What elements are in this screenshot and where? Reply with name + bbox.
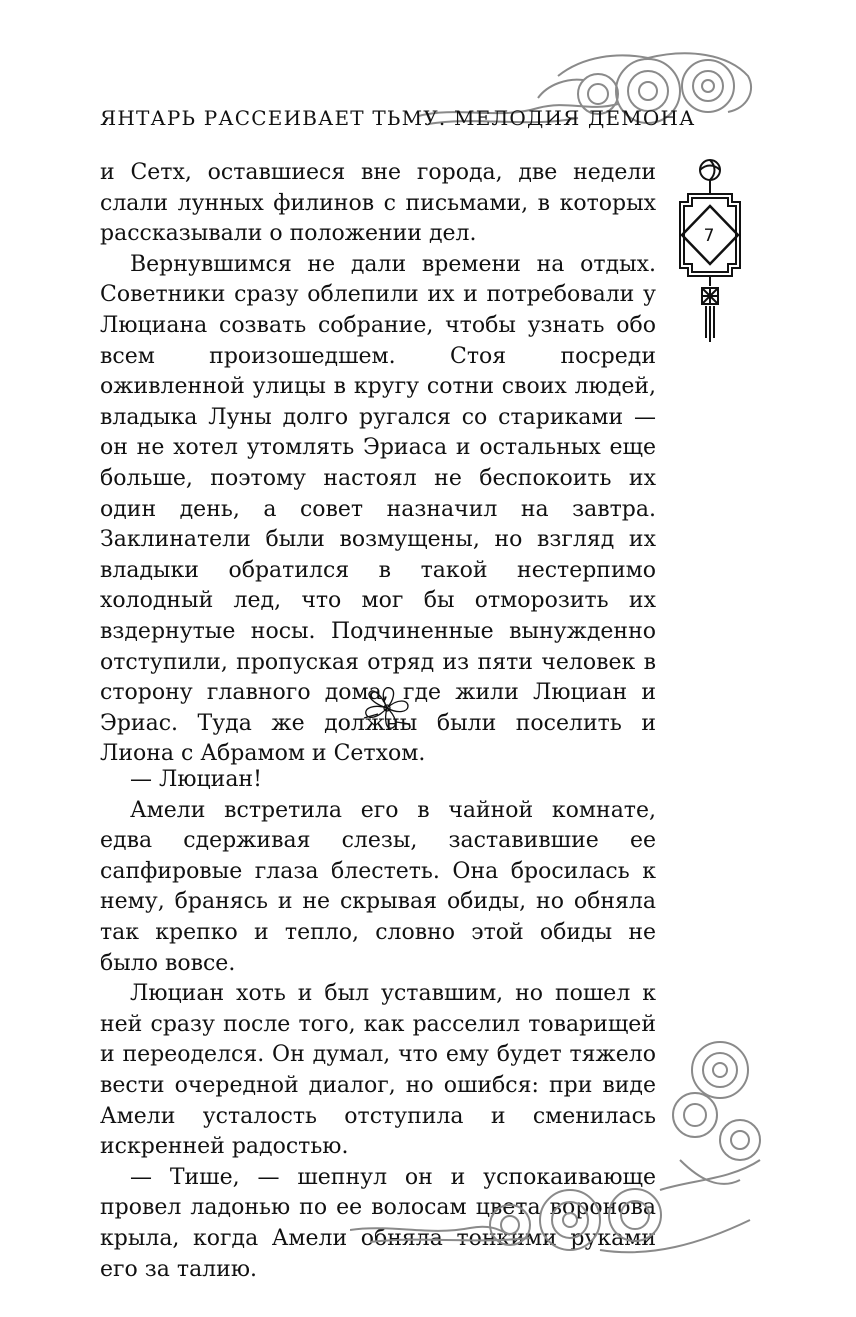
flower-divider-icon <box>360 684 414 732</box>
section-one <box>100 158 656 770</box>
paragraph: Люциан хоть и был уставшим, но пошел к ней сразу после того, как расселил товарищей и переоделся. Он думал, что ему будет тяжело вести очередной диалог, но ошибся: при виде Амели усталость отступила и сменилась искренней радостью. <box>100 981 656 1160</box>
paragraph: Амели встретила его в чайной комнате, едва сдерживая слезы, заставившие ее сапфировые глаза блестеть. Она бросилась к нему, бранясь и не скрывая обиды, но обняла так крепко и тепло, словно этой обиды не было вовсе. <box>100 797 656 976</box>
pendant-ornament-icon <box>672 150 748 350</box>
cloud-ornament-bottom-icon <box>350 1030 770 1270</box>
paragraph: — Люциан! <box>130 767 262 792</box>
paragraph: Вернувшимся не дали времени на отдых. Советники сразу облепили их и потребовали у Люциана созвать собрание, чтобы узнать обо всем произошедшем. Стоя посреди оживленной улицы в кругу сотни своих людей, владыка Луны долго ругался со стариками — он не хотел утомлять Эриаса и остальных еще больше, поэтому настоял не беспокоить их один день, а совет назначил на завтра. Заклинатели были возмущены, но взгляд их владыки обратился в такой нестерпимо холодный лед, что мог бы отморозить их вздернутые носы. Подчиненные вынужденно отступили, пропуская отряд из пяти человек в сторону главного дома, где жили Люциан и Эриас. Туда же должны были поселить и Лиона с Абрамом и Сетхом. <box>100 251 656 767</box>
paragraph: — Тише, — шепнул он и успокаивающе провел ладонью по ее волосам цвета воронова крыла, когда Амели обняла тонкими руками его за талию. <box>100 1164 656 1282</box>
page-number: 7 <box>703 226 715 246</box>
paragraph: и Сетх, оставшиеся вне города, две недели слали лунных филинов с письмами, в которых рассказывали о положении дел. <box>100 160 656 247</box>
running-header: ЯНТАРЬ РАССЕИВАЕТ ТЬМУ. МЕЛОДИЯ ДЕМОНА <box>100 106 696 130</box>
